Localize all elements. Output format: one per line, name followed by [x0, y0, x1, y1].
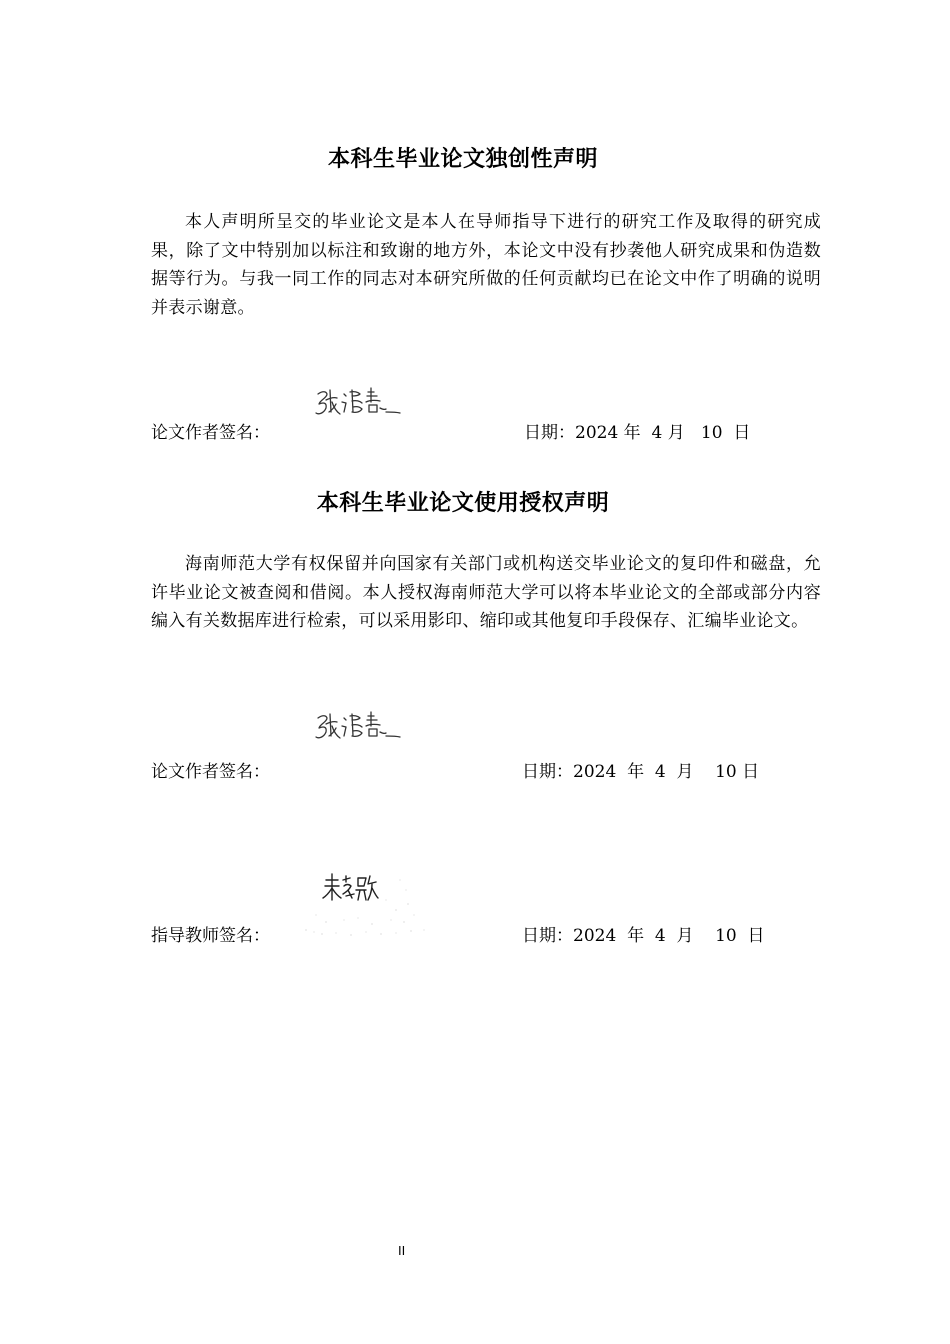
authorization-declaration-title: 本科生毕业论文使用授权声明 [316, 491, 610, 516]
originality-date: 日期：2024 年 4 月 10 日 [524, 423, 751, 443]
advisor-handwritten-signature [296, 860, 436, 940]
authorization-advisor-date: 日期：2024 年 4 月 10 日 [522, 926, 765, 946]
author-handwritten-signature [312, 382, 404, 422]
originality-declaration-title: 本科生毕业论文独创性声明 [327, 147, 598, 172]
author-signature-label-2: 论文作者签名： [151, 762, 270, 782]
page-number: II [398, 1243, 406, 1258]
authorization-author-date: 日期：2024 年 4 月 10 日 [522, 762, 760, 782]
author-handwritten-signature-2 [312, 706, 404, 748]
originality-declaration-body: 本人声明所呈交的毕业论文是本人在导师指导下进行的研究工作及取得的研究成果，除了文中特别加以标注和致谢的地方外，本论文中没有抄袭他人研究成果和伪造数据等行为。与我一同工作的同志对本研究所做的任何贡献均已在论文中作了明确的说明并表示谢意。 [151, 212, 821, 318]
author-signature-label: 论文作者签名： [151, 423, 270, 443]
authorization-declaration-body: 海南师范大学有权保留并向国家有关部门或机构送交毕业论文的复印件和磁盘，允许毕业论文被查阅和借阅。本人授权海南师范大学可以将本毕业论文的全部或部分内容编入有关数据库进行检索，可以采用影印、缩印或其他复印手段保存、汇编毕业论文。 [151, 554, 821, 631]
advisor-signature-label: 指导教师签名： [151, 926, 270, 946]
